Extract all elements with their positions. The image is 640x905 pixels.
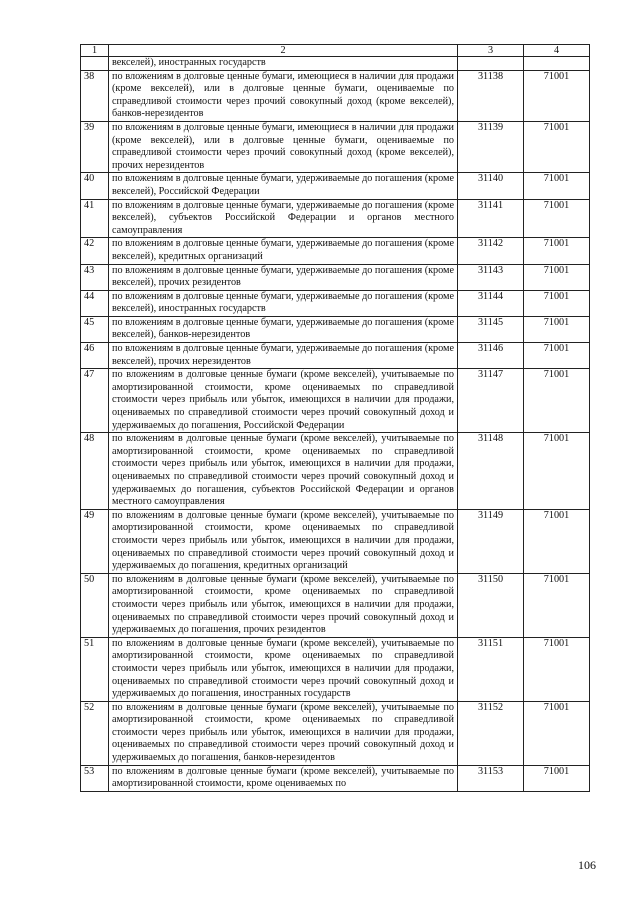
row-number: 50	[81, 573, 109, 637]
table-row	[81, 70, 590, 121]
header-col-4: 4	[524, 45, 590, 57]
table-row	[81, 316, 590, 342]
row-code: 31143	[458, 264, 524, 290]
row-account: 71001	[524, 433, 590, 510]
row-number: 49	[81, 509, 109, 573]
table-row	[81, 509, 590, 573]
header-col-1: 1	[81, 45, 109, 57]
row-code: 31141	[458, 199, 524, 238]
row-description: по вложениям в долговые ценные бумаги, удерживаемые до погашения (кроме векселей), субъектов Российской Федерации и органов местного самоуправления	[109, 199, 458, 238]
row-account: 71001	[524, 701, 590, 765]
accounts-table	[80, 44, 590, 792]
table-row	[81, 343, 590, 369]
row-number: 48	[81, 433, 109, 510]
table-row	[81, 264, 590, 290]
row-code: 31153	[458, 765, 524, 791]
row-code: 31142	[458, 238, 524, 264]
row-number: 40	[81, 173, 109, 199]
row-account: 71001	[524, 290, 590, 316]
table-row	[81, 121, 590, 172]
row-code: 31150	[458, 573, 524, 637]
row-account: 71001	[524, 121, 590, 172]
row-number: 47	[81, 369, 109, 433]
row-account: 71001	[524, 264, 590, 290]
row-code: 31151	[458, 637, 524, 701]
row-description: по вложениям в долговые ценные бумаги (кроме векселей), учитываемые по амортизированной стоимости, кроме оцениваемых по справедливой стоимости через прибыль или убыток, имеющихся в наличии для продажи, оцениваемых по справедливой стоимости через прочий совокупный доход и удерживаемых до погашения, банков-нерезидентов	[109, 701, 458, 765]
row-description: по вложениям в долговые ценные бумаги, имеющиеся в наличии для продажи (кроме векселей), или в долговые ценные бумаги, оцениваемые по справедливой стоимости через прочий совокупный доход (кроме векселей), прочих нерезидентов	[109, 121, 458, 172]
row-code: 31146	[458, 343, 524, 369]
row-account: 71001	[524, 70, 590, 121]
table-row	[81, 199, 590, 238]
row-number: 51	[81, 637, 109, 701]
row-number: 43	[81, 264, 109, 290]
row-account: 71001	[524, 509, 590, 573]
row-account: 71001	[524, 199, 590, 238]
row-account: 71001	[524, 369, 590, 433]
row-description: векселей), иностранных государств	[109, 57, 458, 71]
row-description: по вложениям в долговые ценные бумаги (кроме векселей), учитываемые по амортизированной стоимости, кроме оцениваемых по	[109, 765, 458, 791]
row-code: 31139	[458, 121, 524, 172]
row-description: по вложениям в долговые ценные бумаги (кроме векселей), учитываемые по амортизированной стоимости, кроме оцениваемых по справедливой стоимости через прибыль или убыток, имеющихся в наличии для продажи, оцениваемых по справедливой стоимости через прочий совокупный доход и удерживаемых до погашения, субъектов Российской Федерации и органов местного самоуправления	[109, 433, 458, 510]
row-number: 52	[81, 701, 109, 765]
row-description: по вложениям в долговые ценные бумаги (кроме векселей), учитываемые по амортизированной стоимости, кроме оцениваемых по справедливой стоимости через прибыль или убыток, имеющихся в наличии для продажи, оцениваемых по справедливой стоимости через прочий совокупный доход и удерживаемых до погашения, иностранных государств	[109, 637, 458, 701]
row-number	[81, 57, 109, 71]
table-row	[81, 173, 590, 199]
row-description: по вложениям в долговые ценные бумаги, удерживаемые до погашения (кроме векселей), кредитных организаций	[109, 238, 458, 264]
row-description: по вложениям в долговые ценные бумаги, имеющиеся в наличии для продажи (кроме векселей), или в долговые ценные бумаги, оцениваемые по справедливой стоимости через прочий совокупный доход (кроме векселей), банков-нерезидентов	[109, 70, 458, 121]
row-account	[524, 57, 590, 71]
row-description: по вложениям в долговые ценные бумаги, удерживаемые до погашения (кроме векселей), иностранных государств	[109, 290, 458, 316]
row-account: 71001	[524, 173, 590, 199]
row-description: по вложениям в долговые ценные бумаги, удерживаемые до погашения (кроме векселей), прочих резидентов	[109, 264, 458, 290]
row-account: 71001	[524, 573, 590, 637]
table-row	[81, 637, 590, 701]
table-row	[81, 433, 590, 510]
row-code: 31138	[458, 70, 524, 121]
table-header-row	[81, 45, 590, 57]
row-account: 71001	[524, 343, 590, 369]
row-description: по вложениям в долговые ценные бумаги (кроме векселей), учитываемые по амортизированной стоимости, кроме оцениваемых по справедливой стоимости через прибыль или убыток, имеющихся в наличии для продажи, оцениваемых по справедливой стоимости через прочий совокупный доход и удерживаемых до погашения, кредитных организаций	[109, 509, 458, 573]
table-row	[81, 701, 590, 765]
header-col-3: 3	[458, 45, 524, 57]
row-number: 39	[81, 121, 109, 172]
row-description: по вложениям в долговые ценные бумаги (кроме векселей), учитываемые по амортизированной стоимости, кроме оцениваемых по справедливой стоимости через прибыль или убыток, имеющихся в наличии для продажи, оцениваемых по справедливой стоимости через прочий совокупный доход и удерживаемых до погашения, Российской Федерации	[109, 369, 458, 433]
row-code: 31144	[458, 290, 524, 316]
row-description: по вложениям в долговые ценные бумаги, удерживаемые до погашения (кроме векселей), прочих нерезидентов	[109, 343, 458, 369]
row-code: 31147	[458, 369, 524, 433]
table-row	[81, 369, 590, 433]
page-number: 106	[578, 858, 596, 872]
table-row	[81, 765, 590, 791]
row-code: 31149	[458, 509, 524, 573]
row-number: 41	[81, 199, 109, 238]
row-account: 71001	[524, 765, 590, 791]
table-row-continuation	[81, 57, 590, 71]
header-col-2: 2	[109, 45, 458, 57]
row-code: 31140	[458, 173, 524, 199]
row-number: 42	[81, 238, 109, 264]
row-description: по вложениям в долговые ценные бумаги, удерживаемые до погашения (кроме векселей), банков-нерезидентов	[109, 316, 458, 342]
row-description: по вложениям в долговые ценные бумаги, удерживаемые до погашения (кроме векселей), Российской Федерации	[109, 173, 458, 199]
row-number: 53	[81, 765, 109, 791]
row-number: 38	[81, 70, 109, 121]
row-account: 71001	[524, 316, 590, 342]
row-account: 71001	[524, 238, 590, 264]
row-number: 45	[81, 316, 109, 342]
row-account: 71001	[524, 637, 590, 701]
row-code: 31145	[458, 316, 524, 342]
row-number: 46	[81, 343, 109, 369]
row-description: по вложениям в долговые ценные бумаги (кроме векселей), учитываемые по амортизированной стоимости, кроме оцениваемых по справедливой стоимости через прибыль или убыток, имеющихся в наличии для продажи, оцениваемых по справедливой стоимости через прочий совокупный доход и удерживаемых до погашения, прочих резидентов	[109, 573, 458, 637]
table-row	[81, 573, 590, 637]
table-row	[81, 238, 590, 264]
row-code: 31152	[458, 701, 524, 765]
row-code	[458, 57, 524, 71]
row-code: 31148	[458, 433, 524, 510]
table-row	[81, 290, 590, 316]
row-number: 44	[81, 290, 109, 316]
